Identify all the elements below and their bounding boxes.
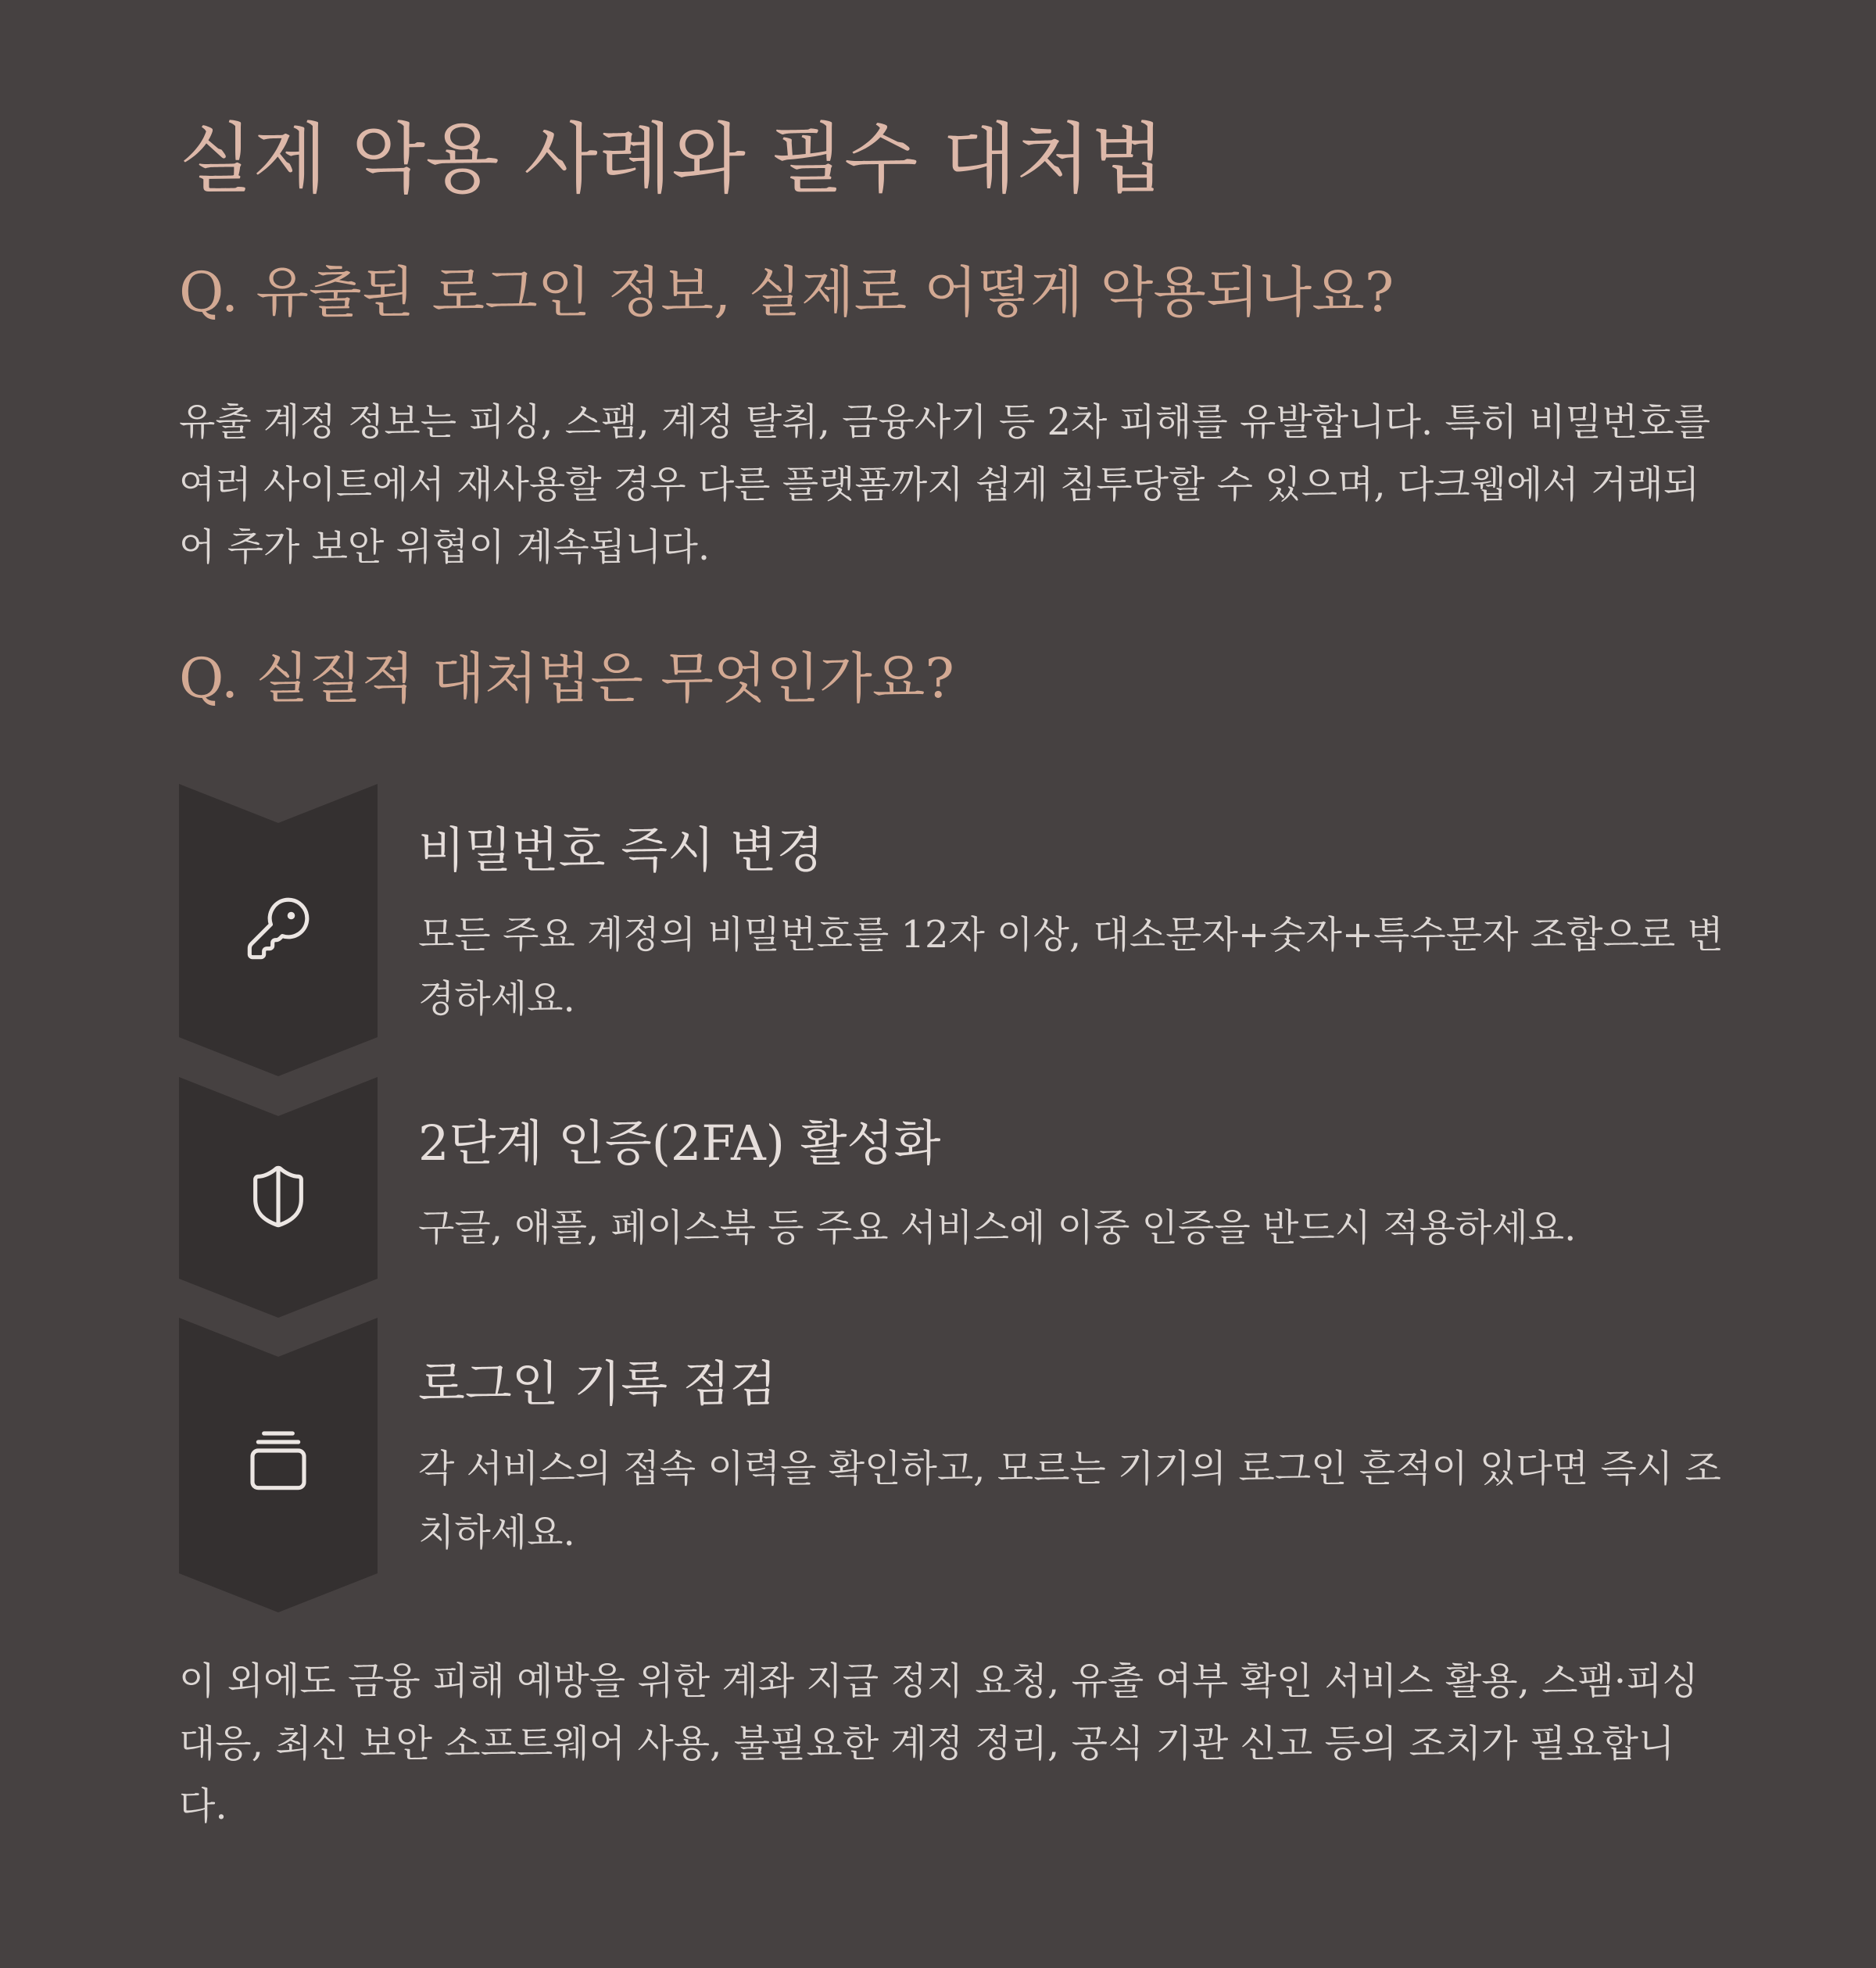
page-title: 실제 악용 사례와 필수 대처법 <box>179 115 1165 204</box>
question-misuse: Q. 유출된 로그인 정보, 실제로 어떻게 악용되나요? <box>179 260 1394 324</box>
question-countermeasures: Q. 실질적 대처법은 무엇인가요? <box>179 646 954 710</box>
step-1-description: 모든 주요 계정의 비밀번호를 12자 이상, 대소문자+숫자+특수문자 조합으로 변경하세요. <box>418 913 1724 1021</box>
step-3-title: 로그인 기록 점검 <box>418 1355 777 1412</box>
stack-icon <box>244 1425 313 1494</box>
step-1-title: 비밀번호 즉시 변경 <box>418 821 824 878</box>
step-2-title: 2단계 인증(2FA) 활성화 <box>418 1115 941 1172</box>
shield-icon <box>244 1162 313 1231</box>
key-icon <box>244 894 313 963</box>
countermeasure-steps <box>179 784 1742 1612</box>
misuse-paragraph: 유출 계정 정보는 피싱, 스팸, 계정 탈취, 금융사기 등 2차 피해를 유발합니다. 특히 비밀번호를 여러 사이트에서 재사용할 경우 다른 플랫폼까지 쉽게 침투당할 수 있으며, 다크웹에서 거래되어 추가 보안 위협이 계속됩니다. <box>179 400 1711 569</box>
step-2-description: 구글, 애플, 페이스북 등 주요 서비스에 이중 인증을 반드시 적용하세요. <box>418 1206 1577 1250</box>
closing-paragraph: 이 외에도 금융 피해 예방을 위한 계좌 지급 정지 요청, 유출 여부 확인 서비스 활용, 스팸·피싱 대응, 최신 보안 소프트웨어 사용, 불필요한 계정 정리, 공식 기관 신고 등의 조치가 필요합니다. <box>179 1659 1699 1828</box>
step-3-description: 각 서비스의 접속 이력을 확인하고, 모르는 기기의 로그인 흔적이 있다면 즉시 조치하세요. <box>418 1447 1721 1555</box>
